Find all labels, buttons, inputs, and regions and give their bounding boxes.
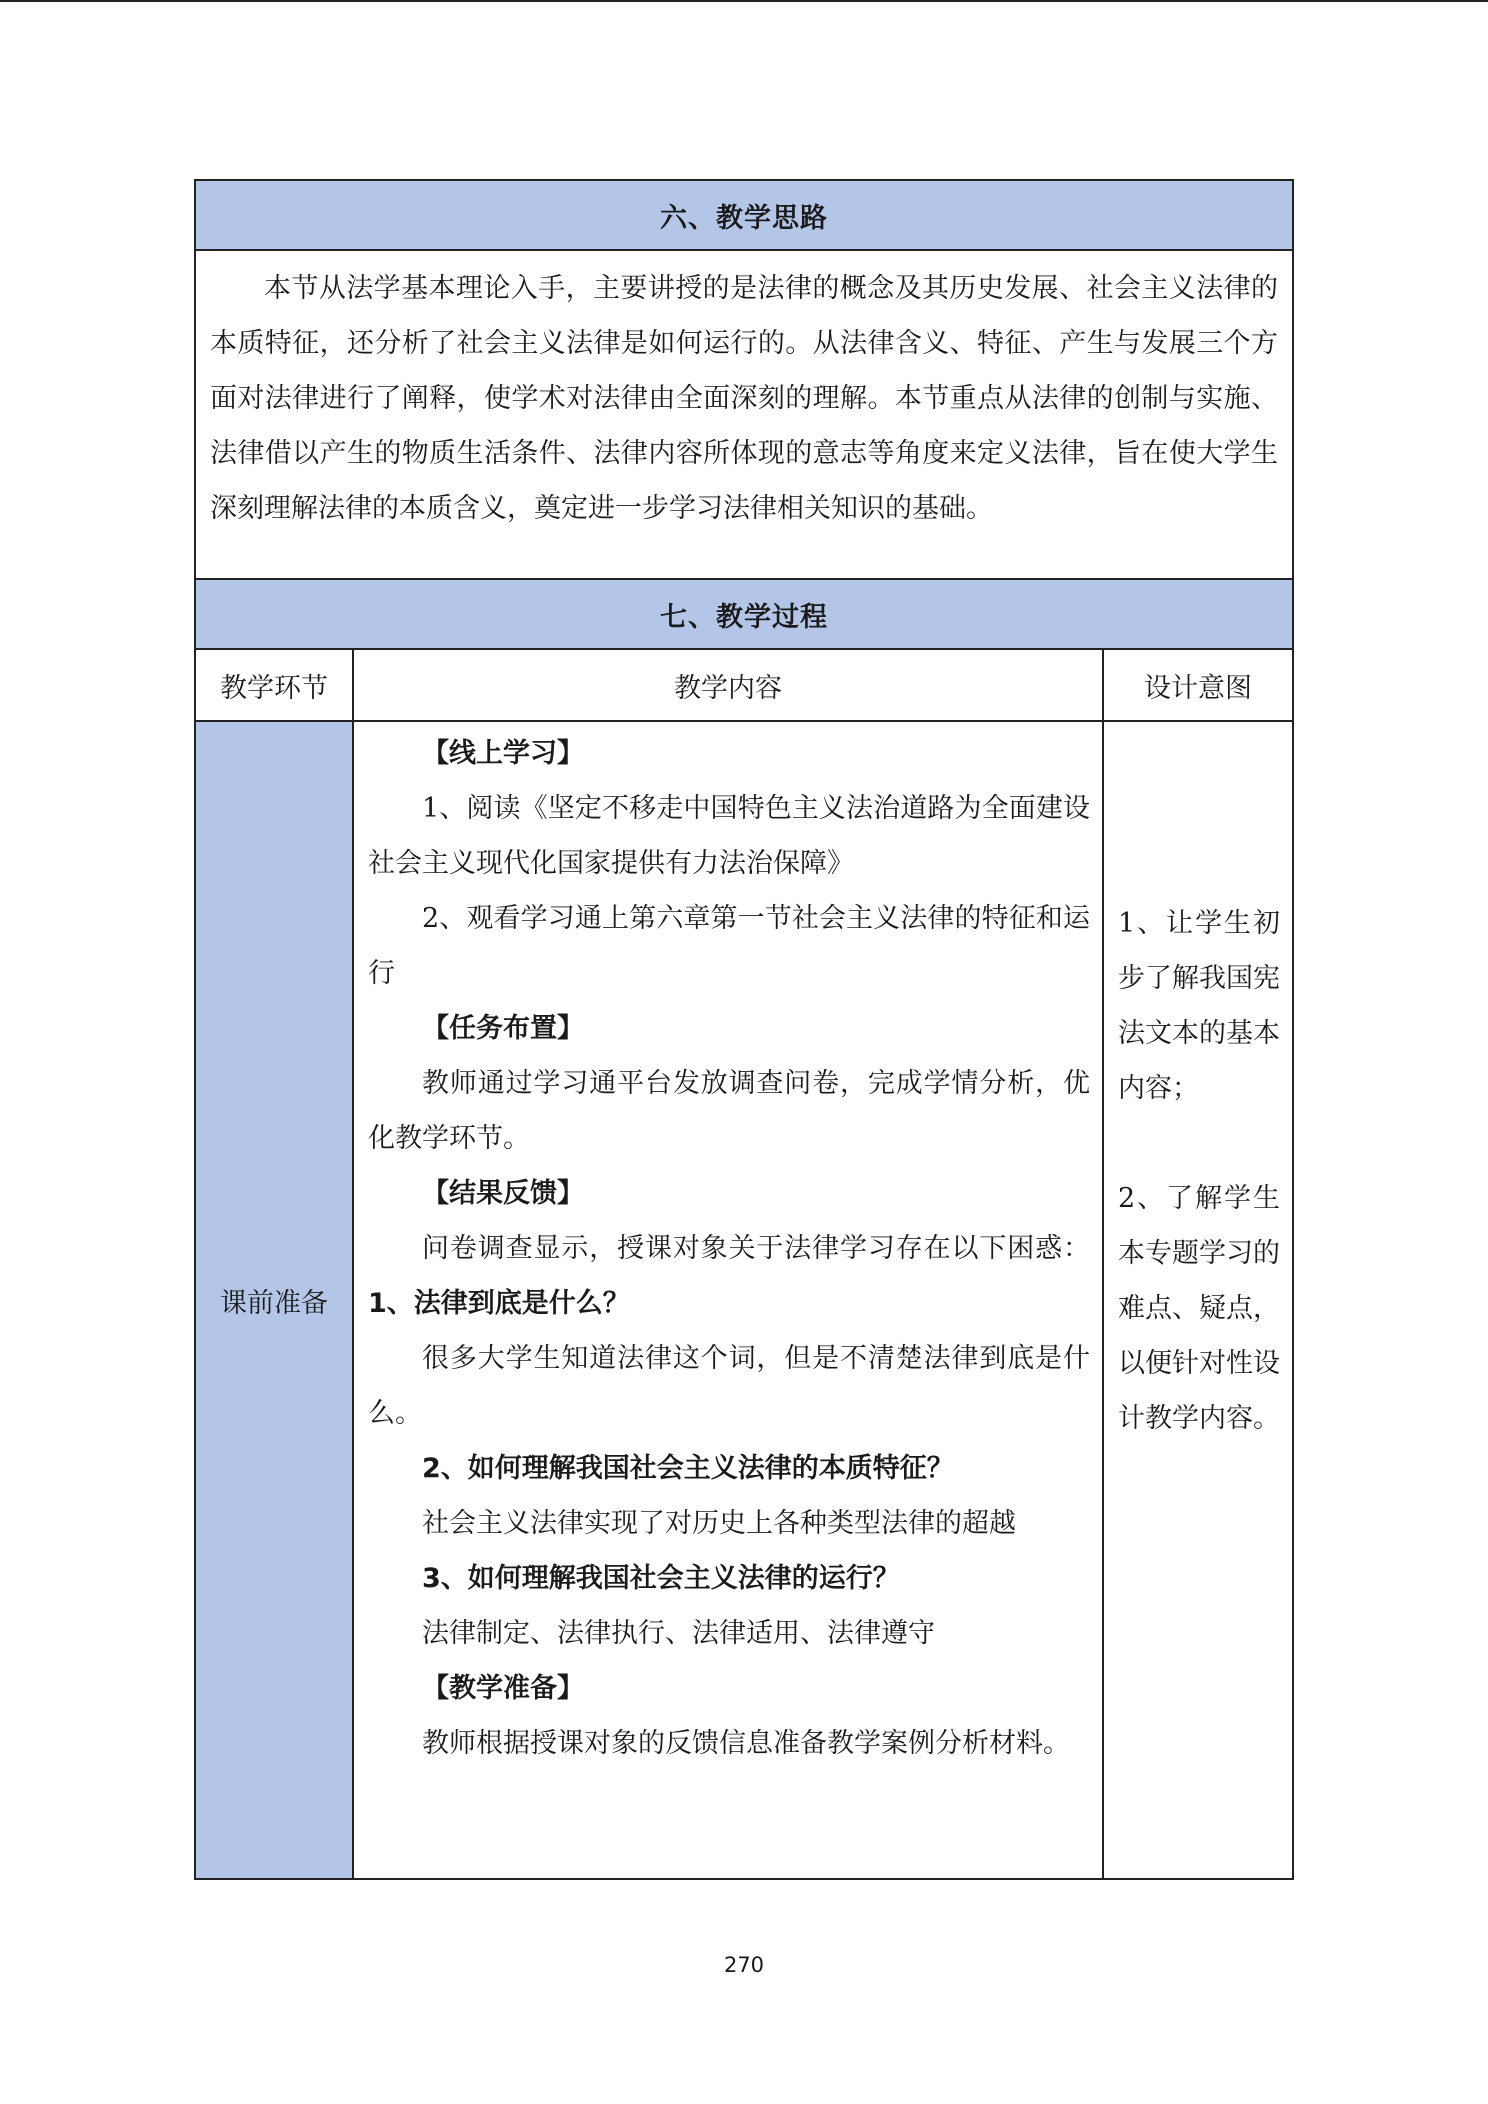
intent-item-2: 2、了解学生本专题学习的难点、疑点，以便针对性设计教学内容。 (1118, 1183, 1280, 1434)
content-cell (354, 722, 1104, 1878)
question-1: 1、法律到底是什么？ (368, 1288, 630, 1319)
page-number: 270 (723, 1953, 765, 1977)
section-6-title: 六、教学思路 (196, 181, 1292, 251)
content-item-2: 2、观看学习通上第六章第一节社会主义法律的特征和运行 (368, 903, 1090, 989)
top-rule (0, 0, 1488, 2)
content-item-1: 1、阅读《坚定不移走中国特色主义法治道路为全面建设社会主义现代化国家提供有力法治保障》 (368, 793, 1090, 879)
prep-text: 教师根据授课对象的反馈信息准备教学案例分析材料。 (422, 1728, 1070, 1759)
process-table (196, 650, 1292, 1878)
feedback-paragraph (368, 1221, 1090, 1331)
question-2: 2、如何理解我国社会主义法律的本质特征？ (422, 1453, 954, 1484)
prep-heading: 【教学准备】 (422, 1673, 584, 1704)
task-heading: 【任务布置】 (422, 1013, 584, 1044)
column-header-stage: 教学环节 (196, 650, 354, 722)
answer-3: 法律制定、法律执行、法律适用、法律遵守 (422, 1618, 935, 1649)
section-7-title: 七、教学过程 (196, 578, 1292, 650)
feedback-heading: 【结果反馈】 (422, 1178, 584, 1209)
lesson-table (194, 179, 1294, 1880)
section-6-body: 本节从法学基本理论入手，主要讲授的是法律的概念及其历史发展、社会主义法律的本质特征，还分析了社会主义法律是如何运行的。从法律含义、特征、产生与发展三个方面对法律进行了阐释，使学术对法律由全面深刻的理解。本节重点从法律的创制与实施、法律借以产生的物质生活条件、法律内容所体现的意志等角度来定义法律，旨在使大学生深刻理解法律的本质含义，奠定进一步学习法律相关知识的基础。 (210, 273, 1278, 524)
task-text: 教师通过学习通平台发放调查问卷，完成学情分析，优化教学环节。 (368, 1068, 1090, 1154)
intent-item-1: 1、让学生初步了解我国宪法文本的基本内容； (1118, 908, 1280, 1104)
question-3: 3、如何理解我国社会主义法律的运行？ (422, 1563, 900, 1594)
stage-cell: 课前准备 (196, 722, 354, 1878)
intent-cell (1104, 722, 1292, 1878)
online-study-heading: 【线上学习】 (422, 738, 584, 769)
column-header-content: 教学内容 (354, 650, 1104, 722)
answer-2: 社会主义法律实现了对历史上各种类型法律的超越 (422, 1508, 1016, 1539)
column-header-intent: 设计意图 (1104, 650, 1292, 722)
answer-1: 很多大学生知道法律这个词，但是不清楚法律到底是什么。 (368, 1343, 1090, 1429)
feedback-intro: 问卷调查显示，授课对象关于法律学习存在以下困惑： (422, 1233, 1090, 1264)
